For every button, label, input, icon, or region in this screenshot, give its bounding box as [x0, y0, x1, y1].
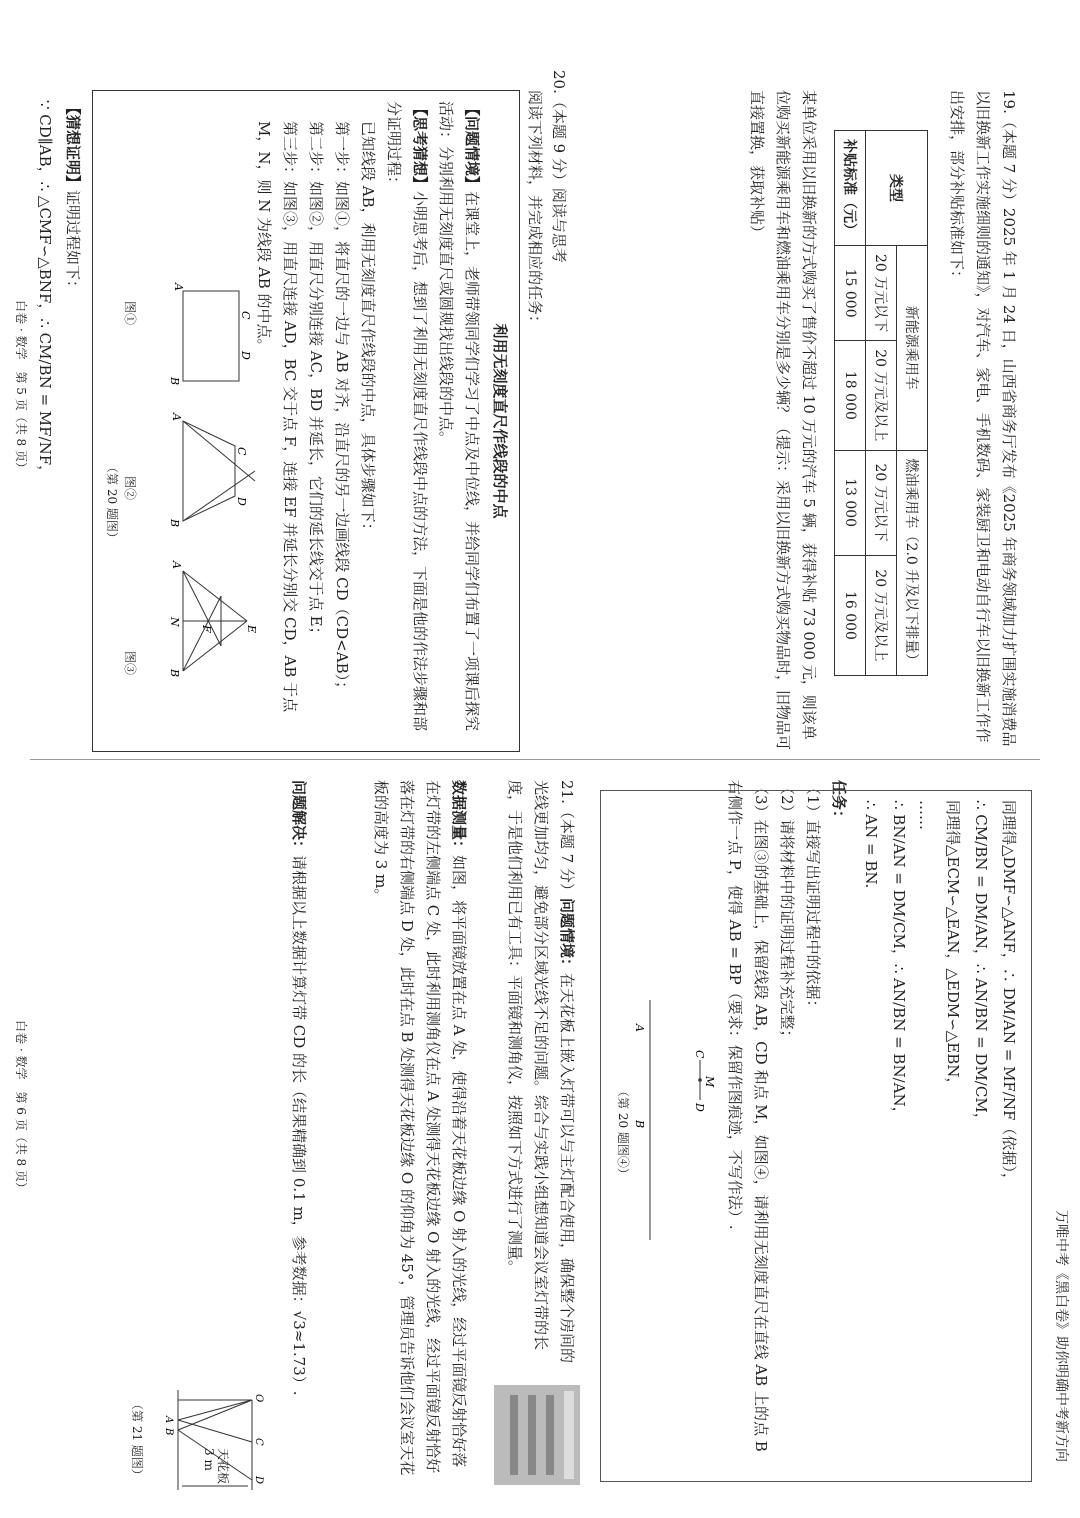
header-title: 万唯中考《黑白卷》助你明确中考新方向 [1053, 1210, 1069, 1462]
q20-material-box [92, 90, 520, 752]
q20-p3: 已知线段 AB，利用无刻度直尺作线段的中点，具体步骤如下： [359, 121, 377, 538]
table-col: 20 万元及以上 [866, 341, 897, 450]
q20-figures [141, 271, 258, 691]
q20-tag2: 【思考猜想】 [411, 101, 429, 192]
table-cell: 15 000 [835, 246, 866, 341]
q21-p3: 请根据以上数据计算灯带 CD 的长（结果精确到 0.1 m，参考数据：√3≈1.73）. [290, 855, 308, 1396]
proof2: 同理得△DMF∽△ANF，∴ DM/AN = MF/NF（依据）， [1000, 800, 1018, 1188]
q20-p4: 证明过程如下： [64, 190, 82, 296]
label-3m: 3 m [202, 1448, 216, 1471]
task-1: （1）直接写出证明过程中的依据： [804, 780, 822, 1015]
q21-figure [150, 1390, 270, 1500]
svg-text:A: A [170, 561, 183, 569]
fig3-caption: 图③ [123, 651, 137, 676]
table-col: 20 万元及以上 [866, 555, 897, 676]
svg-text:B: B [163, 1428, 174, 1436]
proof5: ∴ BN/AN = DM/CM，∴ AN/BN = BN/AN， [890, 800, 908, 1122]
task-label: 任务： [830, 780, 848, 826]
svg-text:D: D [239, 351, 252, 360]
fig4-caption: （第 20 题图④） [616, 1085, 630, 1180]
q20-tag1: 【问题情境】 [463, 101, 481, 192]
footer-right: 白卷 · 数学 第 6 页（共 8 页） [14, 1020, 28, 1194]
fig1-caption: 图① [123, 301, 137, 326]
page-divider [30, 759, 1040, 760]
svg-text:C: C [235, 447, 248, 456]
table-group2: 燃油乘用车（2.0 升及以下排量） [897, 450, 928, 676]
q21-head: 21.（本题 7 分） [558, 780, 576, 898]
figure-3 [168, 560, 258, 677]
task-3: （3）在图③的基础上，保留线段 AB，CD 和点 M，如图④，请利用无刻度直尺在直线 AB 上的点 B 右侧作一点 P，使得 AB = BP（要求：保留作图痕迹，不写作法）. [726, 780, 770, 1452]
table-type-label: 类型 [866, 131, 928, 246]
svg-text:M: M [703, 1076, 716, 1088]
q19-text2: 某单位采用以旧换新的方式购买了售价不超过 10 万元的汽车 5 辆，获得补贴 73 000 元，则该单位购买新能源乘用车和燃油乘用车分别是多少辆？（提示：采用以旧换新方式购买物品时，旧物品可直接置换，获取补贴） [748, 90, 818, 751]
task-2: （2）请将材料中的证明过程补充完整； [778, 780, 796, 1045]
q20-tag4: 【猜想证明】 [64, 100, 82, 191]
svg-text:O: O [253, 1394, 264, 1403]
q20-head: 20.（本题 9 分）阅读与思考 [550, 70, 568, 263]
svg-text:N: N [168, 617, 181, 627]
q20-box-title: 利用无刻度直尺作线段的中点 [491, 323, 509, 519]
q20-right-box [600, 790, 1032, 1482]
q21-tag3: 问题解决： [290, 780, 308, 856]
figure-1 [168, 282, 252, 385]
figure-2 [168, 412, 255, 527]
svg-text:D: D [253, 1476, 264, 1485]
table-cell: 18 000 [835, 341, 866, 450]
table-col: 20 万元以下 [866, 450, 897, 555]
footer-left: 白卷 · 数学 第 5 页（共 8 页） [14, 300, 28, 474]
svg-text:B: B [168, 377, 181, 386]
q20-proof1: ∵ CD∥AB，∴ △CMF∽△BNF，∴ CM/BN = MF/NF， [36, 100, 54, 481]
table-group1: 新能源乘用车 [897, 246, 928, 451]
q20-step1: 第一步：如图①，将直尺的一边与 AB 对齐，沿直尺的另一边画线段 CD（CD<AB）； [333, 121, 351, 697]
svg-text:B: B [168, 669, 181, 678]
subsidy-table [834, 130, 928, 676]
table-cell: 16 000 [835, 555, 866, 676]
q21-fig-caption: （第 21 题图） [130, 1398, 144, 1481]
svg-text:F: F [200, 625, 213, 633]
svg-text:A: A [172, 283, 185, 291]
proof-dots: …… [916, 800, 934, 830]
table-col: 20 万元以下 [866, 246, 897, 341]
q20-intro: 阅读下列材料，并完成相应的任务： [526, 90, 544, 331]
svg-text:A: A [163, 1416, 174, 1424]
q20-fig-caption: （第 20 题图） [105, 461, 119, 544]
q20-step3: 第三步：如图③，用直尺连接 AD，BC 交于点 F，连接 EF 并延长分别交 CD，AB 于点 M，N，则 N 为线段 AB 的中点。 [255, 121, 299, 713]
q21-tag2: 数据测量： [450, 780, 468, 856]
q21-tag1: 问题情境： [558, 897, 576, 973]
label-ceiling: 天花板 [216, 1448, 230, 1485]
svg-text:D: D [235, 497, 248, 506]
svg-text:C: C [253, 1438, 264, 1446]
svg-text:B: B [168, 519, 181, 528]
table-row-label: 补贴标准（元） [835, 131, 866, 246]
q20-step2: 第二步：如图②，用直尺分别连接 AC，BD 并延长，它们的延长线交于点 E； [307, 121, 325, 642]
fig2-caption: 图② [123, 476, 137, 501]
svg-text:C: C [239, 311, 252, 320]
q20-p1: 在课堂上，老师带领同学们学习了中点及中位线，并给同学们布置了一项课后探究活动：分别利用无刻度直尺或圆规找出线段的中点。 [437, 101, 481, 732]
conference-room-photo [494, 1385, 580, 1485]
svg-text:C: C [693, 1050, 706, 1059]
svg-text:D: D [693, 1103, 706, 1112]
q21-p1: 在天花板上嵌入灯带可以与主灯配合使用，确保整个房间的光线更加均匀，避免部分区域光线不足的问题。综合与实践小组想知道会议室灯带的长度，于是他们利用已有工具：平面镜和测角仪，按照如下方式进行了测量。 [506, 780, 576, 1363]
svg-text:B: B [633, 1120, 646, 1129]
svg-text:A: A [170, 413, 183, 421]
q20-p2: 小明思考后，想到了利用无刻度直尺作线段中点的方法，下面是他的作法步骤和部分证明过程： [385, 101, 429, 732]
proof4: 同理得△ECM∽△EAN，△EDM∽△EBN， [944, 800, 962, 1093]
proof6: ∴ AN = BN. [862, 800, 880, 889]
q19-text: 19.（本题 7 分）2025 年 1 月 24 日，山西省商务厅发布《2025 年商务领域加力扩围实施消费品以旧换新工作实施细则的通知》，对汽车、家电、手机数码、家装厨卫和电动自行车以旧换新工作作出安排，部分补贴标准如下： [948, 90, 1018, 747]
table-cell: 13 000 [835, 450, 866, 555]
proof3: ∴ CM/BN = DM/AN，∴ AN/BN = DM/CM， [972, 800, 990, 1128]
svg-text:A: A [633, 1024, 646, 1032]
top-rule [1071, 40, 1072, 1480]
q21-p2: 如图，将平面镜放置在点 A 处，使得沿着天花板边缘 O 射入的光线，经过平面镜反射恰好落在灯带的左侧端点 C 处，此时利用测角仪在点 A 处测得天花板边缘 O 射入的光线，经过平面镜反射恰好落在灯带的右侧端点 D 处，此时在点 B 处测得天花板边缘 O 的仰角为 45°，管理员告诉他们会议室天花板的高度为 3 m。 [372, 780, 468, 1476]
svg-text:E: E [245, 625, 258, 634]
